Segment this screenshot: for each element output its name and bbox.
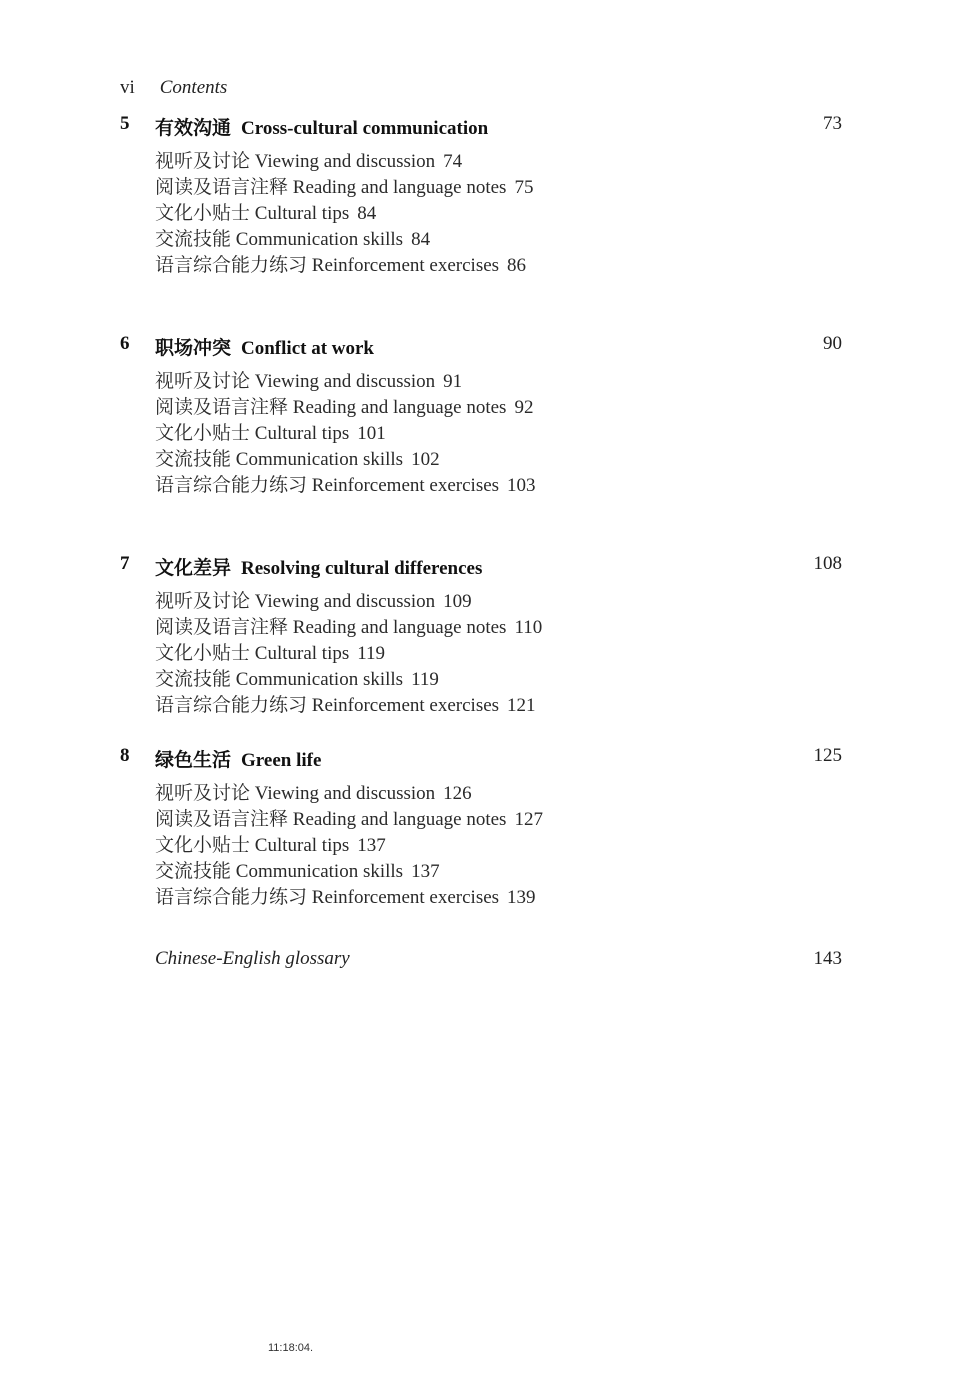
section-title-zh: 交流技能: [155, 229, 232, 250]
chapter-heading[interactable]: [120, 333, 842, 359]
section-title-en: Communication skills: [235, 449, 404, 470]
section-title-en: Viewing and discussion: [254, 591, 436, 612]
section-list: [155, 589, 842, 719]
section-title-zh: 阅读及语言注释: [155, 809, 289, 830]
section-title-zh: 交流技能: [155, 861, 232, 882]
section-entry[interactable]: [155, 473, 842, 499]
glossary-page-number: 143: [813, 948, 842, 969]
section-page-number: 101: [357, 423, 386, 444]
section-page-number: 126: [443, 783, 472, 804]
chapter-title: [155, 745, 321, 772]
section-entry[interactable]: [155, 859, 842, 885]
section-title-zh: 语言综合能力练习: [155, 255, 308, 276]
chapter-title-zh: 文化差异: [155, 558, 232, 579]
section-page-number: 137: [411, 861, 440, 882]
section-entry[interactable]: [155, 447, 842, 473]
running-head: [120, 77, 227, 99]
section-title-en: Reinforcement exercises: [311, 475, 500, 496]
section-entry[interactable]: [155, 781, 842, 807]
section-title-zh: 交流技能: [155, 449, 232, 470]
section-title-en: Reinforcement exercises: [311, 255, 500, 276]
section-title-zh: 交流技能: [155, 669, 232, 690]
footer-timestamp: 11:18:04.: [268, 1342, 314, 1354]
section-title-zh: 文化小贴士: [155, 835, 251, 856]
chapter-title-zh: 有效沟通: [155, 118, 232, 139]
section-page-number: 75: [514, 177, 534, 198]
chapter-entry: [120, 333, 842, 499]
chapter-page-number: 108: [813, 553, 842, 574]
page-folio: vi: [120, 77, 135, 98]
section-page-number: 103: [507, 475, 536, 496]
section-page-number: 74: [443, 151, 463, 172]
section-entry[interactable]: [155, 175, 842, 201]
section-page-number: 92: [514, 397, 534, 418]
section-entry[interactable]: [155, 807, 842, 833]
chapter-title: [155, 333, 374, 360]
section-page-number: 91: [443, 371, 463, 392]
section-page-number: 139: [507, 887, 536, 908]
chapter-title-en: Green life: [241, 750, 322, 771]
section-title-zh: 文化小贴士: [155, 423, 251, 444]
section-list: [155, 369, 842, 499]
section-list: [155, 781, 842, 911]
chapter-heading[interactable]: [120, 745, 842, 771]
section-entry[interactable]: [155, 253, 842, 279]
chapter-number: 5: [120, 113, 130, 134]
section-entry[interactable]: [155, 615, 842, 641]
section-title-zh: 语言综合能力练习: [155, 887, 308, 908]
section-title-en: Viewing and discussion: [254, 151, 436, 172]
chapter-title: [155, 553, 482, 580]
chapter-title-zh: 绿色生活: [155, 750, 232, 771]
section-title-en: Communication skills: [235, 669, 404, 690]
section-title-en: Cultural tips: [254, 835, 350, 856]
section-entry[interactable]: [155, 693, 842, 719]
chapter-page-number: 90: [823, 333, 842, 354]
section-title-zh: 文化小贴士: [155, 643, 251, 664]
section-title-en: Cultural tips: [254, 423, 350, 444]
section-entry[interactable]: [155, 421, 842, 447]
chapter-heading[interactable]: [120, 553, 842, 579]
section-page-number: 121: [507, 695, 536, 716]
section-title-zh: 视听及讨论: [155, 371, 251, 392]
section-title-zh: 语言综合能力练习: [155, 475, 308, 496]
section-page-number: 119: [357, 643, 386, 664]
section-page-number: 110: [514, 617, 543, 638]
chapter-page-number: 125: [813, 745, 842, 766]
section-title-en: Communication skills: [235, 229, 404, 250]
chapter-page-number: 73: [823, 113, 842, 134]
section-title-en: Viewing and discussion: [254, 371, 436, 392]
chapter-entry: [120, 745, 842, 911]
section-entry[interactable]: [155, 667, 842, 693]
section-title-zh: 阅读及语言注释: [155, 177, 289, 198]
section-page-number: 84: [357, 203, 377, 224]
section-entry[interactable]: [155, 641, 842, 667]
section-page-number: 127: [514, 809, 543, 830]
chapter-title-zh: 职场冲突: [155, 338, 232, 359]
section-entry[interactable]: [155, 833, 842, 859]
section-title-en: Reading and language notes: [292, 617, 507, 638]
section-page-number: 109: [443, 591, 472, 612]
section-entry[interactable]: [155, 369, 842, 395]
section-title-zh: 视听及讨论: [155, 783, 251, 804]
section-title-en: Reading and language notes: [292, 397, 507, 418]
chapter-number: 8: [120, 745, 130, 766]
section-title-en: Communication skills: [235, 861, 404, 882]
glossary-title: Chinese-English glossary: [155, 948, 350, 969]
section-title-zh: 文化小贴士: [155, 203, 251, 224]
section-page-number: 137: [357, 835, 386, 856]
chapter-title-en: Resolving cultural differences: [241, 558, 483, 579]
section-title-en: Reading and language notes: [292, 177, 507, 198]
section-page-number: 86: [507, 255, 527, 276]
chapter-number: 6: [120, 333, 130, 354]
chapter-heading[interactable]: [120, 113, 842, 139]
section-title-en: Reinforcement exercises: [311, 887, 500, 908]
section-title-en: Cultural tips: [254, 643, 350, 664]
section-title-zh: 视听及讨论: [155, 151, 251, 172]
chapter-title: [155, 113, 488, 140]
section-title-en: Reinforcement exercises: [311, 695, 500, 716]
section-entry[interactable]: [155, 201, 842, 227]
section-entry[interactable]: [155, 885, 842, 911]
section-entry[interactable]: [155, 227, 842, 253]
section-title-en: Cultural tips: [254, 203, 350, 224]
chapter-entry: [120, 113, 842, 279]
chapter-title-en: Conflict at work: [241, 338, 374, 359]
section-title-zh: 视听及讨论: [155, 591, 251, 612]
section-title-zh: 阅读及语言注释: [155, 617, 289, 638]
section-page-number: 119: [411, 669, 439, 690]
section-title-zh: 语言综合能力练习: [155, 695, 308, 716]
section-title-en: Reading and language notes: [292, 809, 507, 830]
chapter-number: 7: [120, 553, 130, 574]
section-entry[interactable]: [155, 149, 842, 175]
chapter-title-en: Cross-cultural communication: [241, 118, 489, 139]
chapter-entry: [120, 553, 842, 719]
section-entry[interactable]: [155, 395, 842, 421]
section-page-number: 84: [411, 229, 431, 250]
running-head-title: Contents: [159, 77, 228, 98]
section-entry[interactable]: [155, 589, 842, 615]
section-page-number: 102: [411, 449, 440, 470]
section-title-zh: 阅读及语言注释: [155, 397, 289, 418]
section-title-en: Viewing and discussion: [254, 783, 436, 804]
section-list: [155, 149, 842, 279]
